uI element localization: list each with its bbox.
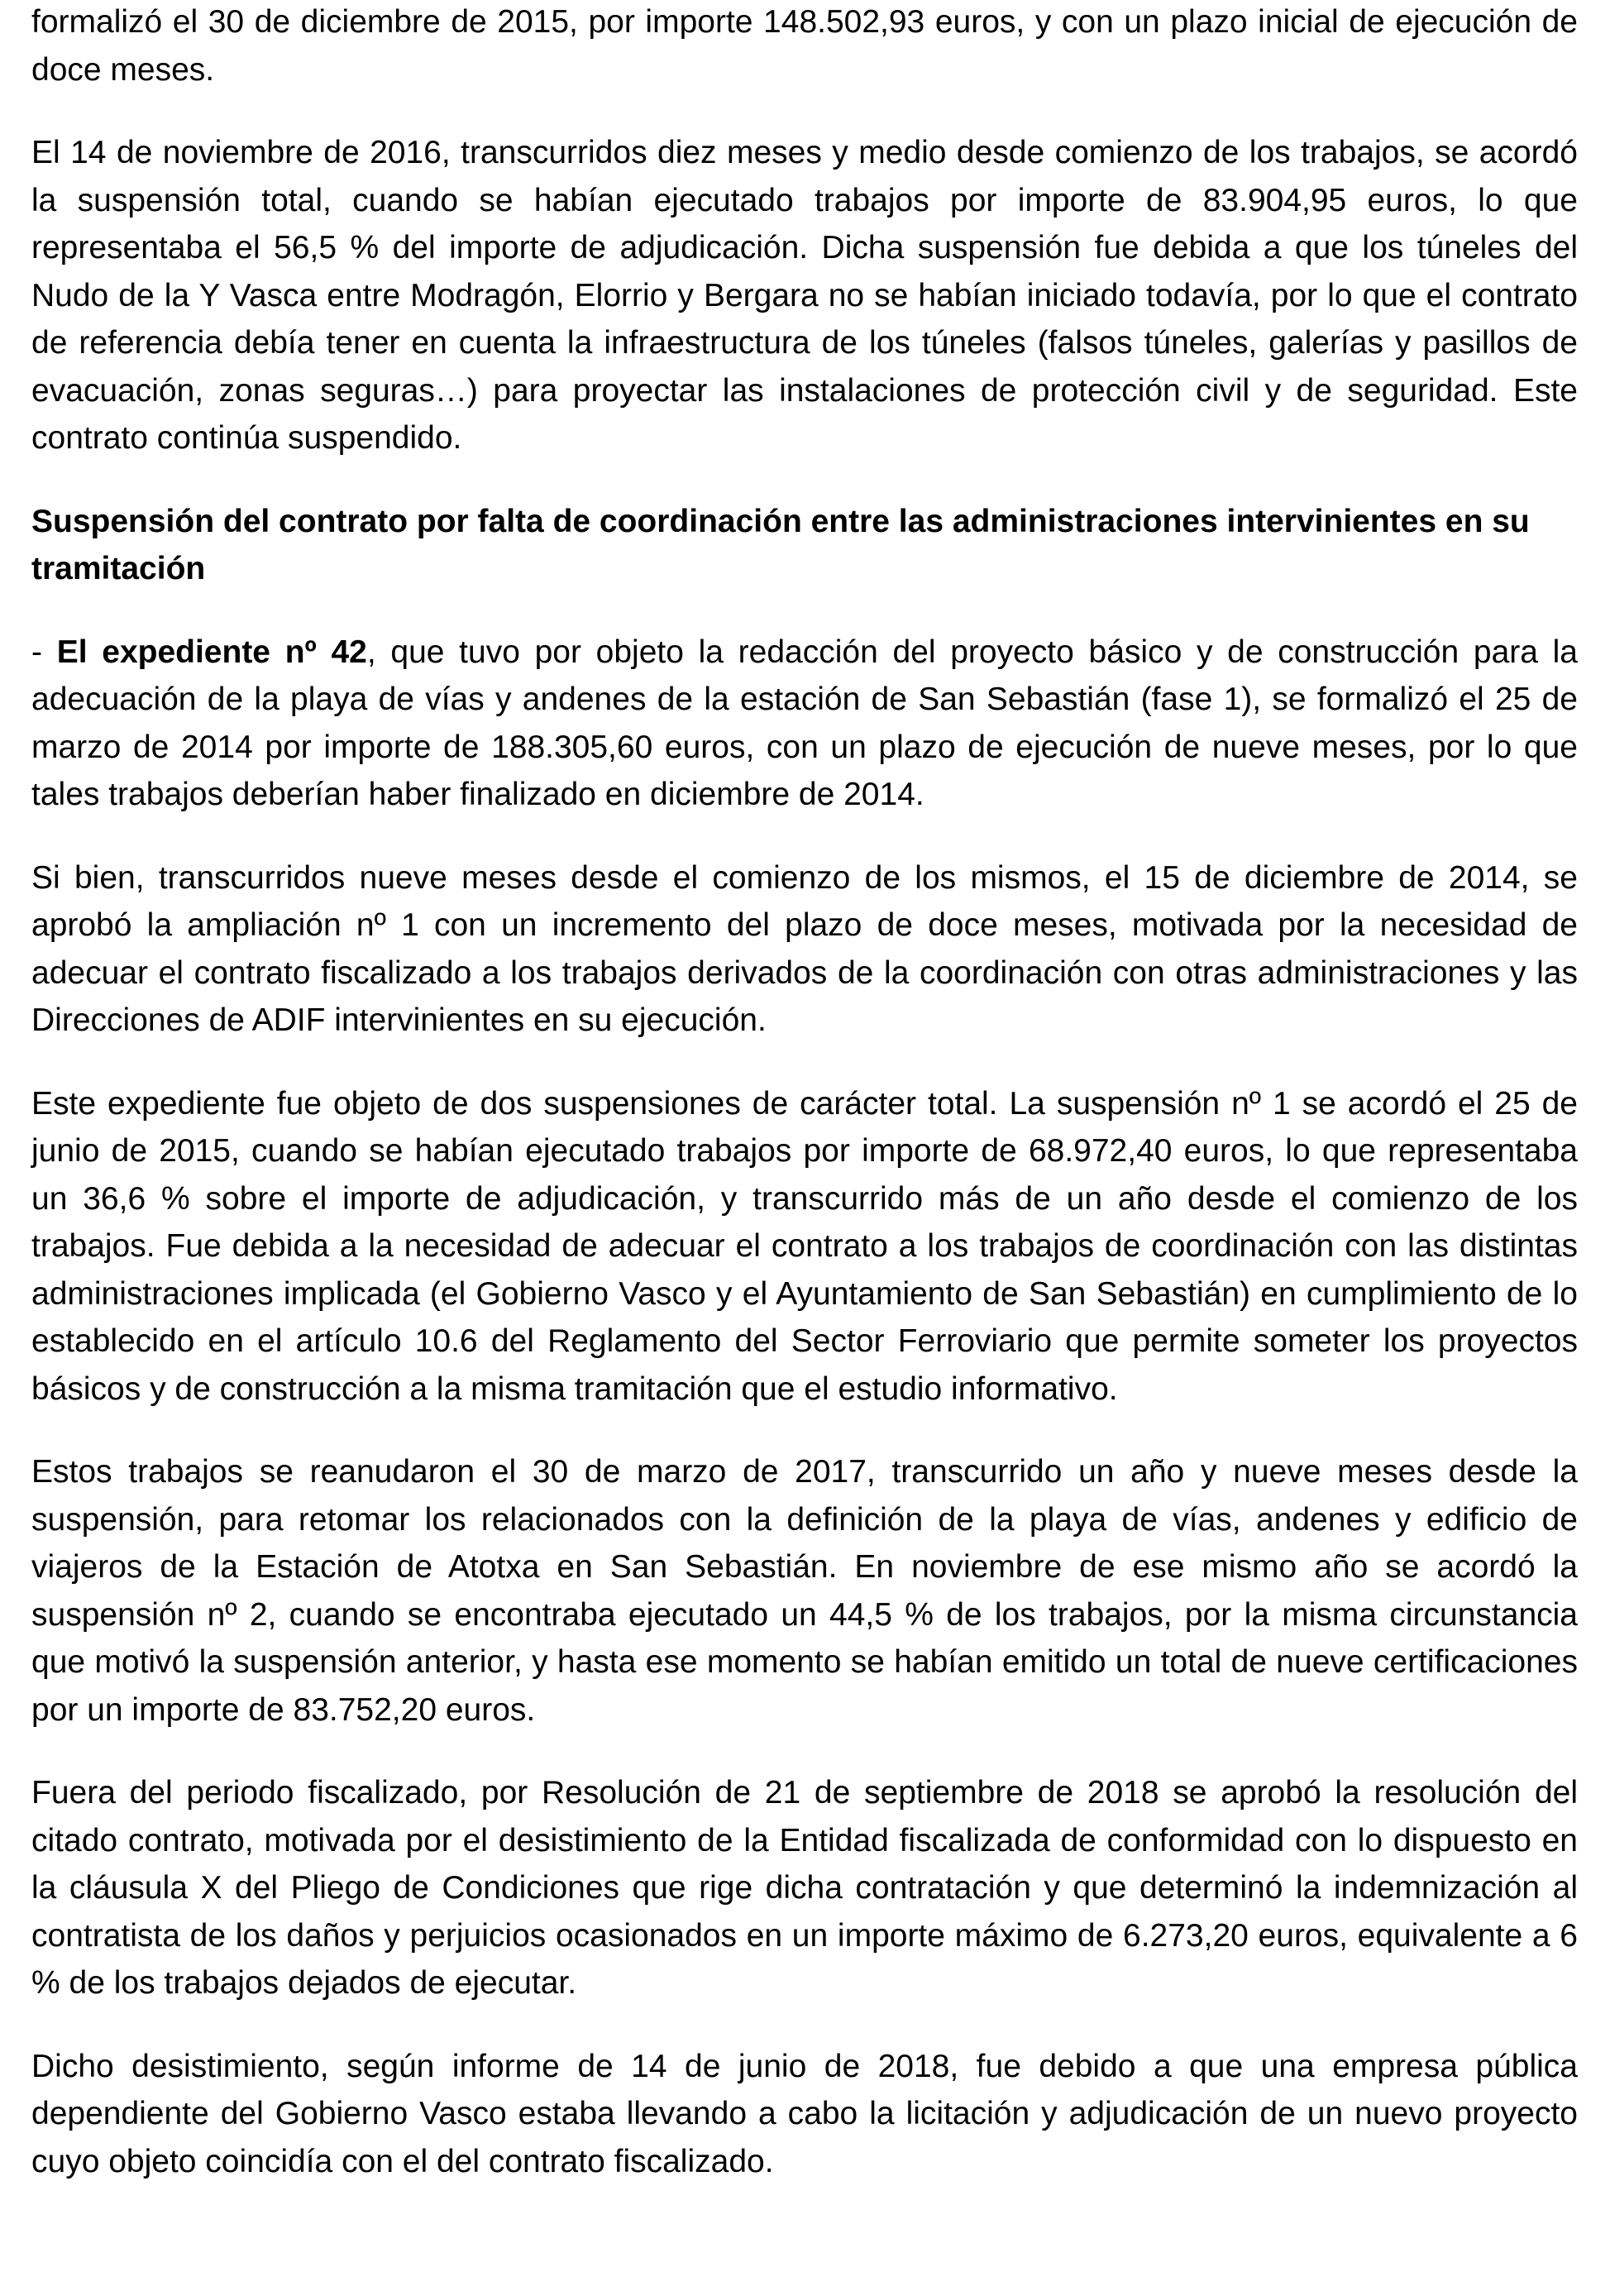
paragraph-resolucion: Fuera del periodo fiscalizado, por Resolución de 21 de septiembre de 2018 se aprobó la resolución del citado contrato, motivada por el desistimiento de la Entidad fiscalizada de conformidad con lo dispuesto en la cláusula X del Pliego de Condiciones que rige dicha contratación y que determinó la indemnización al contratista de los daños y perjuicios ocasionados en un importe máximo de 6.273,20 euros, equivalente a 6 % de los trabajos dejados de ejecutar. — [31, 1775, 1578, 2001]
expediente-42-label: El expediente nº 42 — [56, 634, 367, 670]
paragraph-suspension-2016: El 14 de noviembre de 2016, transcurridos diez meses y medio desde comienzo de los trabajos, se acordó la suspensión total, cuando se habían ejecutado trabajos por importe de 83.904,95 euros, lo que representaba el 56,5 % del importe de adjudicación. Dicha suspensión fue debida a que los túneles del Nudo de la Y Vasca entre Modragón, Elorrio y Bergara no se habían iniciado todavía, por lo que el contrato de referencia debía tener en cuenta la infraestructura de los túneles (falsos túneles, galerías y pasillos de evacuación, zonas seguras…) para proyectar las instalaciones de protección civil y de seguridad. Este contrato continúa suspendido. — [31, 135, 1578, 456]
expediente-42-text: , que tuvo por objeto la redacción del proyecto básico y de construcción para la adecuación de la playa de vías y andenes de la estación de San Sebastián (fase 1), se formalizó el 25 de marzo de 2014 por importe de 188.305,60 euros, con un plazo de ejecución de nueve meses, por lo que tales trabajos deberían haber finalizado en diciembre de 2014. — [31, 634, 1579, 812]
section-heading: Suspensión del contrato por falta de coordinación entre las administraciones intervinientes en su tramitación — [31, 503, 1530, 586]
paragraph-reanudacion: Estos trabajos se reanudaron el 30 de marzo de 2017, transcurrido un año y nueve meses desde la suspensión, para retomar los relacionados con la definición de la playa de vías, andenes y edificio de viajeros de la Estación de Atotxa en San Sebastián. En noviembre de ese mismo año se acordó la suspensión nº 2, cuando se encontraba ejecutado un 44,5 % de los trabajos, por la misma circunstancia que motivó la suspensión anterior, y hasta ese momento se habían emitido un total de nueve certificaciones por un importe de 83.752,20 euros. — [31, 1454, 1578, 1728]
paragraph-ampliacion: Si bien, transcurridos nueve meses desde el comienzo de los mismos, el 15 de diciembre de 2014, se aprobó la ampliación nº 1 con un incremento del plazo de doce meses, motivada por la necesidad de adecuar el contrato fiscalizado a los trabajos derivados de la coordinación con otras administraciones y las Direcciones de ADIF intervinientes en su ejecución. — [31, 859, 1578, 1038]
list-dash: - — [31, 634, 57, 670]
document-page — [31, 0, 1578, 2221]
paragraph-contract-formalization: formalizó el 30 de diciembre de 2015, por importe 148.502,93 euros, y con un plazo inicial de ejecución de doce meses. — [31, 4, 1578, 88]
paragraph-desistimiento: Dicho desistimiento, según informe de 14 de junio de 2018, fue debido a que una empresa pública dependiente del Gobierno Vasco estaba llevando a cabo la licitación y adjudicación de un nuevo proyecto cuyo objeto coincidía con el del contrato fiscalizado. — [31, 2048, 1578, 2179]
paragraph-suspensiones: Este expediente fue objeto de dos suspensiones de carácter total. La suspensión nº 1 se acordó el 25 de junio de 2015, cuando se habían ejecutado trabajos por importe de 68.972,40 euros, lo que representaba un 36,6 % sobre el importe de adjudicación, y transcurrido más de un año desde el comienzo de los trabajos. Fue debida a la necesidad de adecuar el contrato a los trabajos de coordinación con las distintas administraciones implicada (el Gobierno Vasco y el Ayuntamiento de San Sebastián) en cumplimiento de lo establecido en el artículo 10.6 del Reglamento del Sector Ferroviario que permite someter los proyectos básicos y de construcción a la misma tramitación que el estudio informativo. — [31, 1085, 1578, 1407]
paragraph-expediente-42 — [31, 629, 1578, 819]
